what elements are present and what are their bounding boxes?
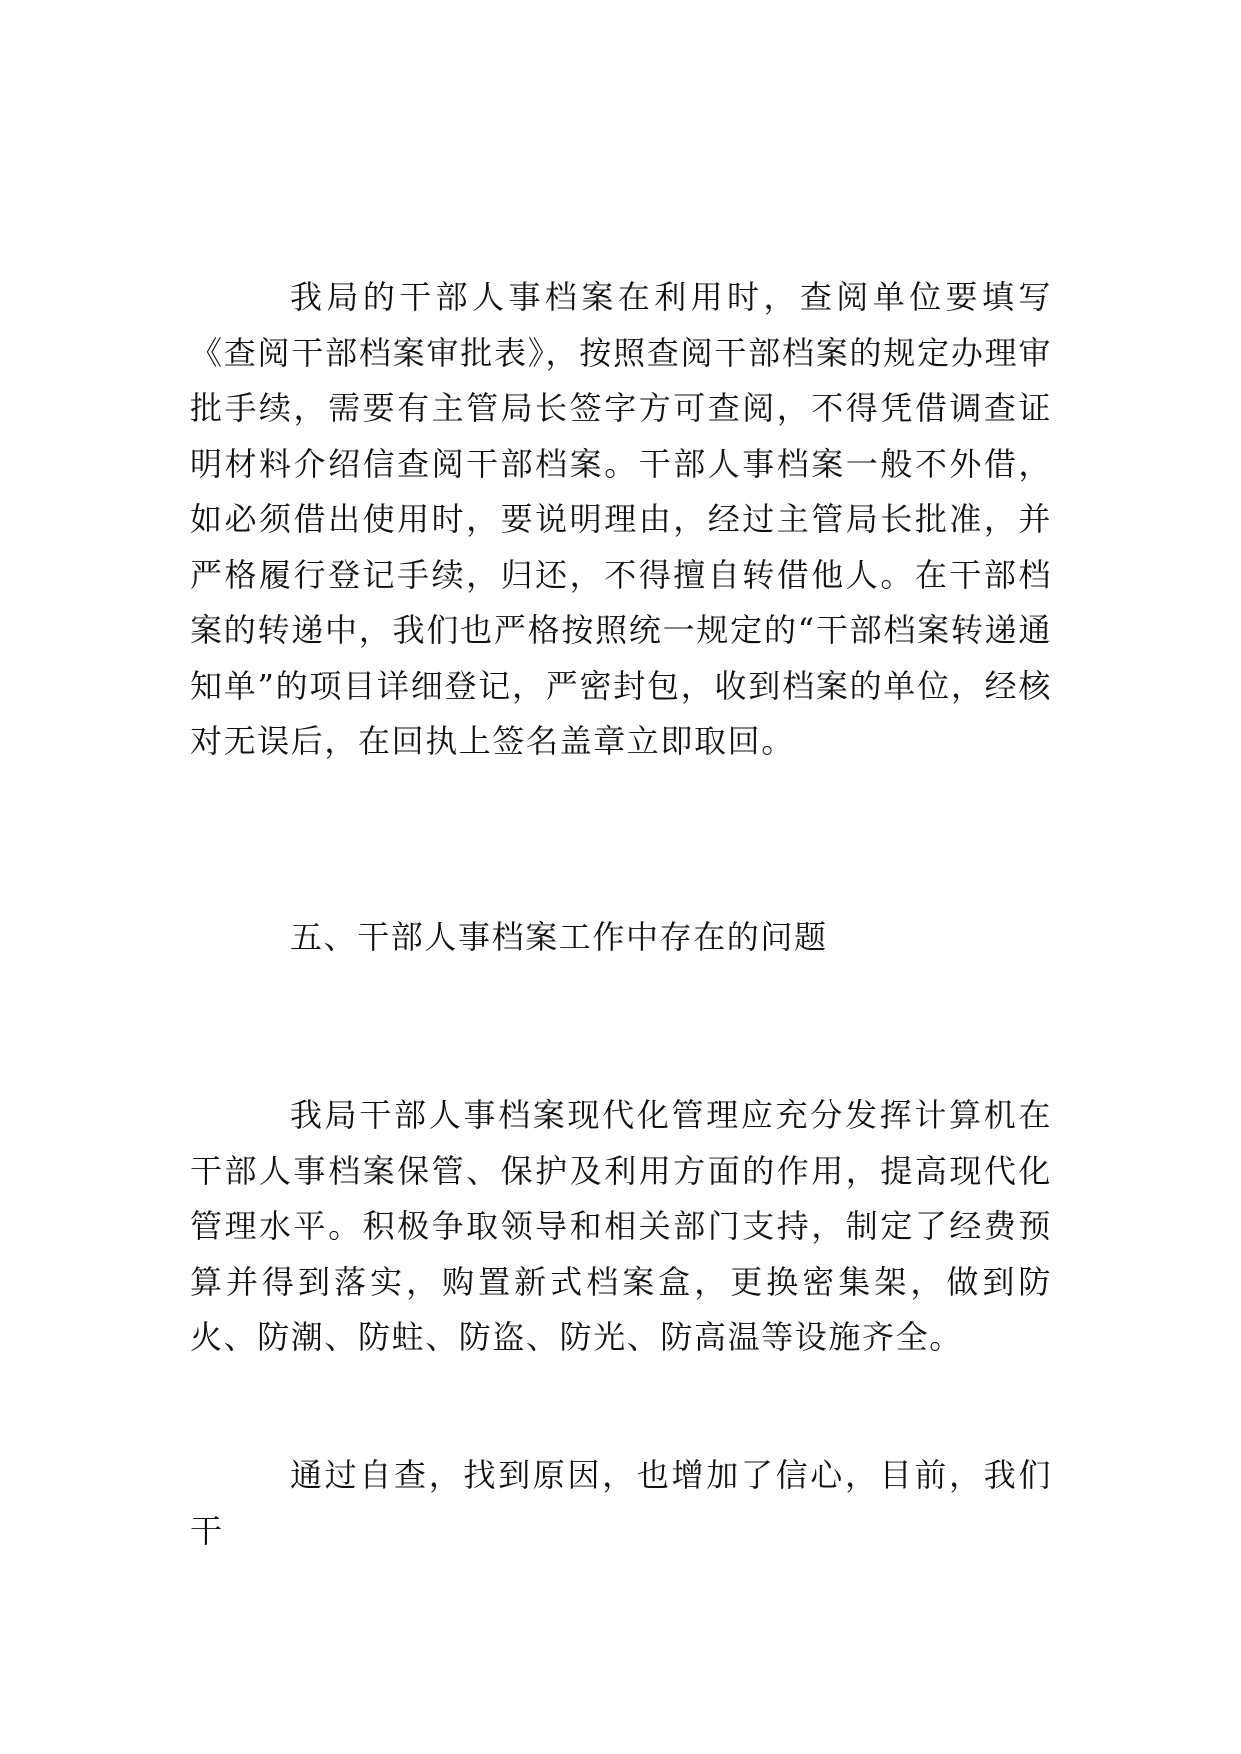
body-paragraph: 通过自查，找到原因，也增加了信心，目前，我们干 (190, 1456, 1052, 1550)
body-paragraph: 我局的干部人事档案在利用时，查阅单位要填写《查阅干部档案审批表》，按照查阅干部档案的规定办理审批手续，需要有主管局长签字方可查阅，不得凭借调查证明材料介绍信查阅干部档案。干部人事档案一般不外借，如必须借出使用时，要说明理由，经过主管局长批准，并严格履行登记手续，归还，不得擅自转借他人。在干部档案的转递中，我们也严格按照统一规定的“干部档案转递通知单”的项目详细登记，严密封包，收到档案的单位，经核对无误后，在回执上签名盖章立即取回。 (190, 278, 1052, 760)
section-heading: 五、干部人事档案工作中存在的问题 (290, 918, 828, 956)
body-paragraph: 我局干部人事档案现代化管理应充分发挥计算机在干部人事档案保管、保护及利用方面的作用，提高现代化管理水平。积极争取领导和相关部门支持，制定了经费预算并得到落实，购置新式档案盒，更换密集架，做到防火、防潮、防蛀、防盗、防光、防高温等设施齐全。 (190, 1096, 1052, 1356)
